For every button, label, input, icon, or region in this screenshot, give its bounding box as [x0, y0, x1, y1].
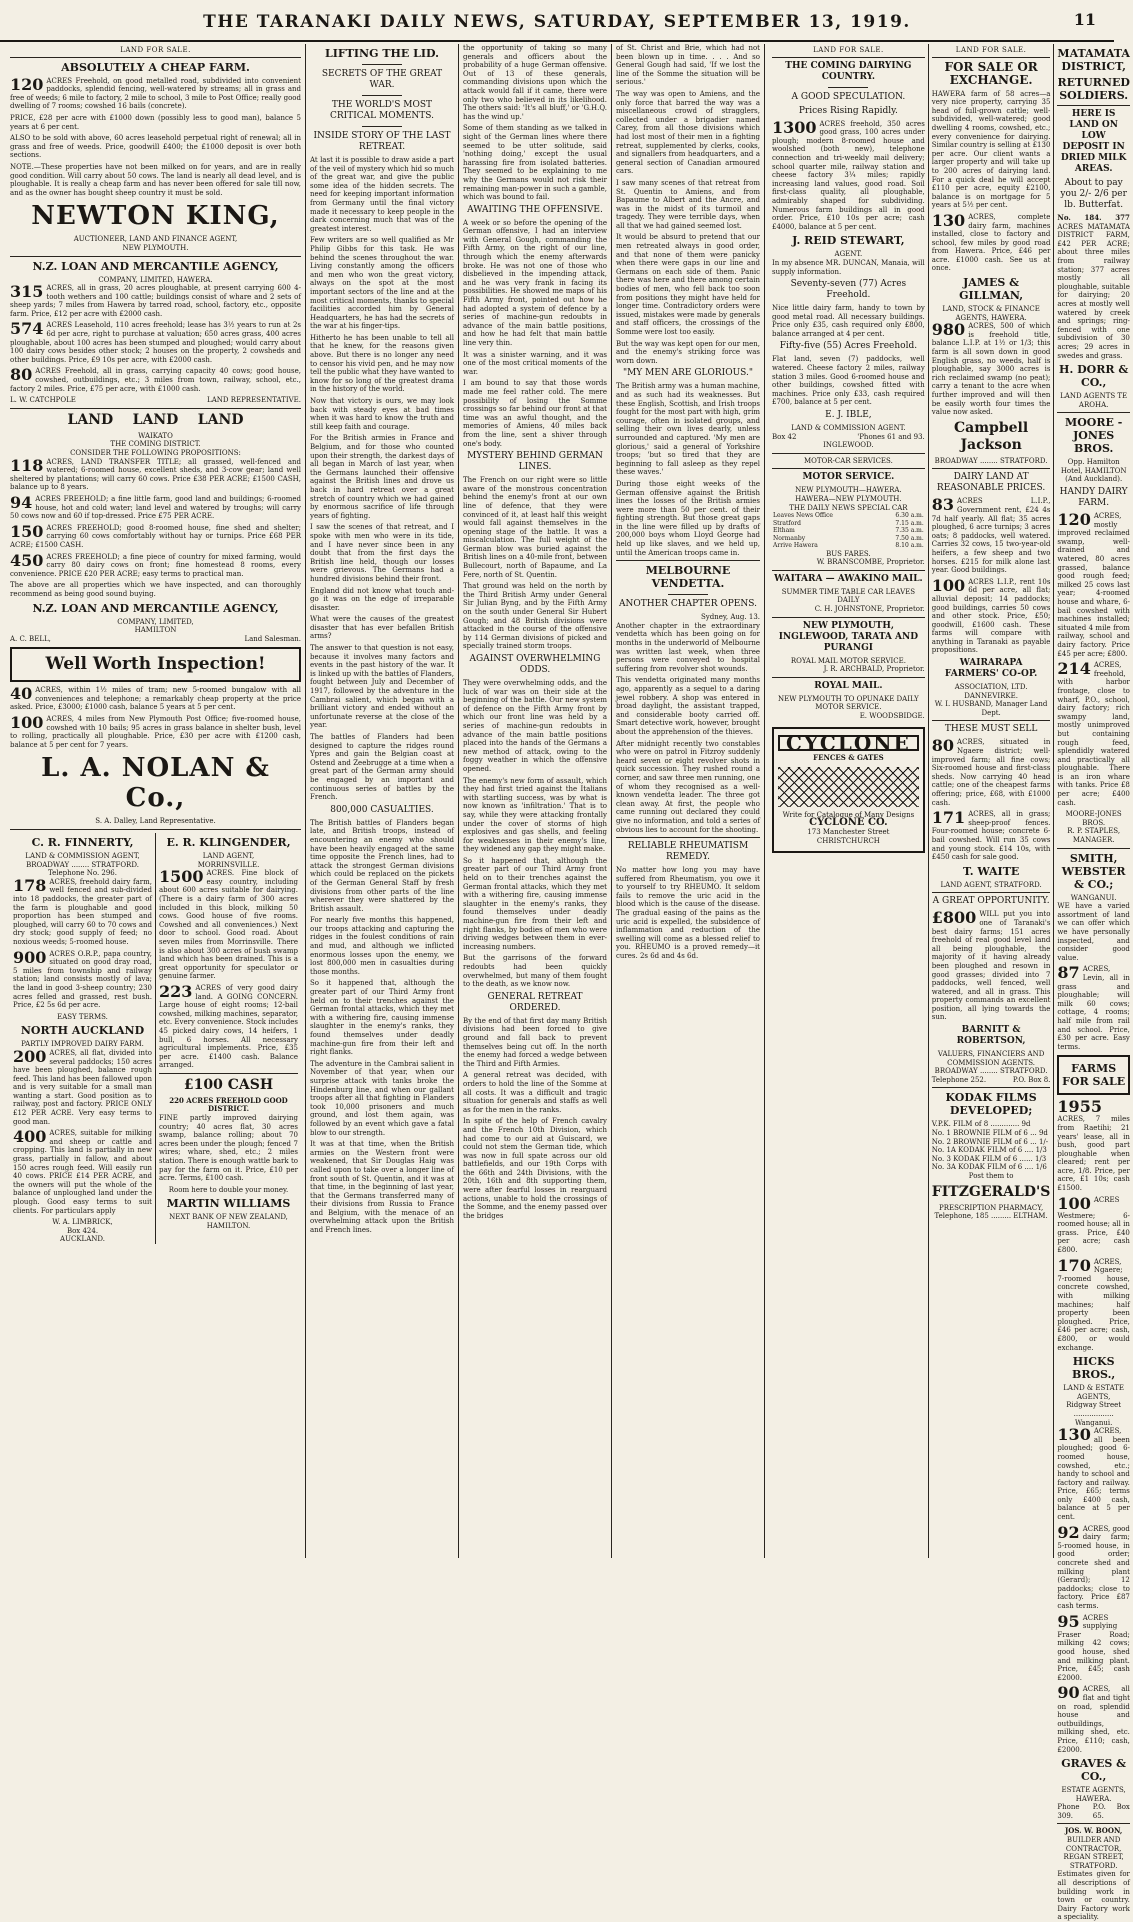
- royal-mail: ROYAL MAIL.: [814, 680, 883, 691]
- moore-foot2: R. P. STAPLES, MANAGER.: [1067, 827, 1121, 845]
- paragraph: I saw the scenes of that retreat, and I spoke with men who were in its tide, and I have never since been in any doubt that from the first days the British line held, though our losses were grievous. The Germans had a hundred divisions behind their front.: [310, 523, 454, 583]
- page-number: 11: [1073, 10, 1096, 29]
- page-columns: [6, 44, 1130, 1922]
- fitzgerald: FITZGERALD'S: [931, 1183, 1051, 1200]
- listing: 130 ACRES, complete dairy farm, machines installed, close to factory and school, few miles by good road from Hawera. Price, £46 per acre. £1000 cash. See us at once.: [931, 210, 1051, 273]
- col1-subcolumns: [10, 833, 301, 1244]
- butterfat: About to pay you 2/- 2/6 per lb. Butterfat.: [1060, 178, 1127, 210]
- paragraph: Another chapter in the extraordinary vendetta which has been going on for months in the underworld of Melbourne was written last week, when three persons were conveyed to hospital suffering from revolver shot wounds.: [616, 621, 760, 673]
- divider: [10, 408, 301, 409]
- article-sub2: THE WORLD'S MOST CRITICAL MOMENTS.: [330, 100, 434, 121]
- motor-service: MOTOR SERVICE.: [802, 472, 895, 483]
- ible-name: E. J. IBLE,: [825, 410, 872, 421]
- fitzgerald-phone: Telephone, 185 ......... ELTHAM.: [934, 1212, 1048, 1221]
- nz-loan-2-sub: COMPANY, LIMITED,: [117, 617, 194, 626]
- motor-route2: HAWERA—NEW PLYMOUTH.: [795, 495, 902, 503]
- graves-contact: Phone 309. P.O. Box 65.: [1057, 1803, 1130, 1820]
- boon: JOS. W. BOON,: [1064, 1826, 1123, 1836]
- ible-sub: LAND & COMMISSION AGENT.: [791, 424, 906, 433]
- cheap-farm-listing: 120 ACRES Freehold, on good metalled road, subdivided into convenient paddocks, splendid fencing, well-watered by streams; all in grass and free of weeds; 6 mile to factory, 2 mile to school, 3 mile to Post Office; really good dwelling of 7 rooms; cowshed 16 bails (concrete).: [10, 74, 301, 111]
- paragraph: I saw many scenes of that retreat from St. Quentin to Amiens, and from Bapaume to Albert and the Ancre, and was in the midst of its turmoil and tragedy. They were terrible days, when all that we had gained seemed lost.: [616, 178, 760, 230]
- classifieds-middle: [928, 44, 1054, 1558]
- timetable-row: Normanby 7.50 a.m.: [773, 534, 924, 542]
- fitzgerald-sub: PRESCRIPTION PHARMACY,: [939, 1203, 1044, 1212]
- masthead: [0, 0, 1114, 42]
- price-line: V.P.K. FILM of 8 ............. 9d: [931, 1120, 1031, 1129]
- listing: 80 ACRES Freehold, all in grass, carrying capacity 40 cows; good house, cowshed, outbuildings, etc.; 3 miles from town, railway, school, etc., factory 2 miles. Price, £75 per acre, with £1000 cash.: [10, 365, 301, 393]
- melbourne-headline: MELBOURNE VENDETTA.: [645, 564, 731, 591]
- article-sub: MYSTERY BEHIND GERMAN LINES.: [467, 451, 603, 473]
- nz-loan-footer: L. W. CATCHPOLE LAND REPRESENTATIVE.: [10, 396, 301, 405]
- klingender-place: MORRINSVILLE.: [197, 860, 260, 869]
- listing: 200 ACRES, all flat, divided into several paddocks; 150 acres have been ploughed, balance rough feed. This land has been fallowed upon and is very suitable for a small man wanting a start. Good position as to railway, post and factory. PRICE ONLY £12 PER ACRE. Very easy terms to good man.: [13, 1046, 152, 1126]
- listing: 171 ACRES, all in grass; sheep-proof fences. Four-roomed house; concrete 6-bail cowshed. Will run 35 cows and young stock. £14 10s, with £450 cash for sale good.: [931, 808, 1051, 862]
- waite: T. WAITE: [962, 864, 1020, 878]
- moore-foot: MOORE-JONES BROS.: [1065, 810, 1122, 827]
- paragraph: What were the causes of the greatest disaster that has ever befallen British arms?: [310, 615, 454, 641]
- paragraph: The British army was a human machine, and as such had its weaknesses. But these English, Scottish, and Irish troops fought for the most part with high, grim courage, often in isolated groups, and selling their own lives dearly, unless surrounded and captured. 'My men are glorious,' said a general of Yorkshire troops; 'but so tired that they are beginning to fall asleep as they repel these waves.': [616, 382, 760, 477]
- moore-sub: Opp. Hamilton Hotel, HAMILTON (And Auckland).: [1060, 458, 1127, 484]
- listing: 315 ACRES, all in grass, 20 acres ploughable, at present carrying 600 4-tooth wethers and 100 cattle; buildings consist of whare and 2 sets of sheep yards; 7 miles from Hawera by tarred road, school, factory, etc., opposite farm. Price, £12 per acre with £2000 cash.: [10, 282, 301, 318]
- paragraph: The enemy's new form of assault, which they had first tried against the Italians with startling success, was by what is now known as 'infiltration.' That is to say, while they were attacking frontally under the cover of storms of high explosives and gas shells, and feeling for weaknesses in their enemy's line, they widened any gap they might make.: [463, 776, 607, 854]
- classifieds-left: [769, 44, 928, 1558]
- listing: 83 ACRES L.I.P., Government rent, £24 4s 7d half yearly. All flat; 35 acres ploughed, 6 acre turnips; 3 acres oats; 8 paddocks, well watered. Carries 32 cows, 15 two-year-old heifers, a few sheep and two horses. £215 for milk alone last year. Good buildings.: [931, 495, 1051, 575]
- article-sub3: INSIDE STORY OF THE LAST RETREAT.: [313, 131, 451, 152]
- cyclone-address: 173 Manchester Street CHRISTCHURCH: [807, 828, 890, 845]
- divider: [668, 594, 708, 595]
- coming-dairying: THE COMING DAIRYING COUNTRY.: [785, 60, 912, 82]
- cyclone-sub: FENCES & GATES: [813, 753, 884, 763]
- listing: 450 ACRES FREEHOLD; a fine piece of country for mixed farming, would carry 80 dairy cows on front; fine homestead 8 rooms, every convenience. PRICE £20 PER ACRE; easy terms to practical man.: [10, 550, 301, 578]
- finnerty-phone: Telephone No. 296.: [48, 869, 117, 878]
- cyclone-co: CYCLONE CO.: [809, 817, 888, 829]
- klingender-block: [155, 833, 301, 1244]
- reid-stewart: J. REID STEWART,: [792, 234, 905, 248]
- farms-for-sale: FARMS FOR SALE: [1062, 1062, 1126, 1089]
- cyclone-logo: CYCLONE: [778, 735, 919, 752]
- james-gillman: JAMES & GILLMAN,: [959, 276, 1024, 303]
- dairy-land-header: DAIRY LAND AT REASONABLE PRICES.: [936, 472, 1046, 494]
- moore-jones: MOORE - JONES BROS.: [1065, 416, 1123, 456]
- fence-illustration: [778, 767, 919, 807]
- listing: 900 ACRES O.R.P., papa country, situated on good dray road, 5 miles from township and railway station; land consists mostly of lava; the land in good 3-sheep country; 230 acres felled and grassed, rest bush. Price, £2 5s 6d per acre.: [13, 947, 152, 1010]
- finnerty-sub: LAND & COMMISSION AGENT,: [25, 852, 140, 861]
- klingender-name: E. R. KLINGENDER,: [166, 836, 291, 850]
- nz-loan-name: N.Z. LOAN AND MERCANTILE AGENCY,: [32, 259, 279, 273]
- listing: 95 ACRES supplying Fraser Road; milking 42 cows; good house, shed and milking plant. Price, £45; cash £2000.: [1057, 1611, 1130, 1682]
- opunake-service: NEW PLYMOUTH TO OPUNAKE DAILY MOTOR SERVICE.: [777, 694, 919, 712]
- divider: [362, 64, 402, 65]
- paragraph: The French on our right were so little aware of the monstrous concentration behind the enemy's front at our own line of defence, that they were convinced of it, at least half this weight would fall against themselves in the opening stage of the battle. It was a miscalculation. The full weight of the German blow was buried against the British lines on a 40-mile front, between Bullecourt, north of Bapaume, and La Fere, north of St. Quentin.: [463, 476, 607, 579]
- johnstone: C. H. JOHNSTONE, Proprietor.: [814, 605, 925, 614]
- martin-williams: MARTIN WILLIAMS: [166, 1197, 291, 1211]
- smith-text: WE have a varied assortment of land we can offer which we have personally inspected, and consider good value.: [1057, 902, 1130, 962]
- divider: [616, 837, 760, 838]
- motor-timetable: [772, 512, 925, 550]
- limbrick-name: W. A. LIMBRICK,: [52, 1218, 113, 1227]
- paragraph: They were overwhelming odds, and the luck of war was on their side at the beginning of the battle. Our new system of defence on the Fifth Army front by which our front line was held by a series of machine-gun redoubts in advance of the main battle positions placed into the hands of the Germans a new method of attack, owing to the foggy weather in which the offensive opened.: [463, 679, 607, 773]
- smith-webster: SMITH, WEBSTER & CO.;: [1061, 851, 1126, 891]
- campbell-sub: BROADWAY ........ STRATFORD.: [934, 456, 1048, 465]
- article-sub: AGAINST OVERWHELMING ODDS.: [469, 654, 601, 675]
- paragraph: By the end of that first day many British divisions had been forced to give ground and fall back to prevent themselves being cut off. In the north the enemy had forced a wedge between the Third and Fifth Armies.: [463, 1016, 607, 1068]
- paragraph: But the way was kept open for our men, and the enemy's striking force was worn down.: [616, 339, 760, 365]
- nz-loan-2-place: HAMILTON: [134, 626, 177, 635]
- smith-place: WANGANUI.: [1070, 893, 1117, 902]
- paragraph: The way was open to Amiens, and the only force that barred the way was a miscellaneous crowd of stragglers, collected under a brigadier named Carey, from all those divisions which had lost most of their men in a fighting retreat, supplemented by clerks, cooks, and signallers from headquarters, and a general section of Canadian armoured cars.: [616, 89, 760, 176]
- listing: 120 ACRES, mostly improved reclaimed swamp, well-drained and watered, 80 acres grassed, balance good rough feed; milked 25 cows last year; 4-roomed house and whare, 6-bail cowshed with machines installed; situated 4 mile from railway, school and dairy factory. Price £45 per acre; £800.: [1057, 510, 1130, 658]
- north-auckland: NORTH AUCKLAND: [20, 1024, 145, 1038]
- boon-sub: BUILDER AND CONTRACTOR, REGAN STREET, STRATFORD.: [1063, 1836, 1124, 1870]
- hicks-place: Ridgway Street .................. Wanganui.: [1066, 1401, 1122, 1427]
- listing: 214 ACRES, freehold, with harbor frontage, close to wharf, P.O., school, dairy factory; rich swampy land, mostly unimproved but containing rough feed, splendidly watered and practically all ploughable. There is an iron whare with tanks. Price £8 per acre; £400 cash.: [1057, 659, 1130, 807]
- barnitt-contact: Telephone 252. P.O. Box 8.: [931, 1075, 1051, 1084]
- timetable-row: Leaves News Office 6.30 a.m.: [773, 512, 924, 520]
- motor-sub: THE DAILY NEWS SPECIAL CAR: [789, 503, 908, 512]
- paragraph: So it happened that, although the greater part of our Third Army front held on to their trenches against the German frontal attacks, which they met with a withering fire, causing immense slaughter in the enemy's ranks, they found themselves under deadly machine-gun fire from their left and right flanks.: [310, 979, 454, 1057]
- paragraph: This vendetta originated many months ago, apparently as a sequel to a daring jewel robbery. A shop was entered in broad daylight, the assistant trapped, and considerable booty carried off. Smart detective work, however, brought about the apprehension of the thieves.: [616, 676, 760, 736]
- cyclone-foot: Write for Catalogue of Many Designs: [782, 810, 915, 819]
- cheap-farm-note: NOTE.—These properties have not been milked on for years, and are in really good condition. Will carry about 50 cows. The land is nearly all dead level, and is ploughable. It is really a cheap farm and has never been offered for sale till now, and as the owner has bought sheep country it must be sold.: [10, 162, 301, 197]
- matamata-district: MATAMATA DISTRICT,: [1057, 47, 1130, 73]
- paragraph: Now that victory is ours, we may look back with steady eyes at bad times when it was hard to know the truth and still keep faith and courage.: [310, 397, 454, 431]
- paragraph: At last it is possible to draw aside a part of the veil of mystery which hid so much of the great war, and give the public some idea of the hidden secrets. The need for keeping important information from Germany until the final victory made it necessary to keep people in the dark concerning much that was of the greatest interest.: [310, 156, 454, 233]
- reid-sub: AGENT.: [834, 250, 863, 259]
- paragraph: It was at that time, when the British armies on the Western front were weakened, that Sir Douglas Haig was called upon to take over a longer line of front south of St. Quentin, and it was at that time, in the beginning of last year, that the Germans transferred many of their divisions from Russia to France and Belgium, with the menace of an overwhelming attack upon the British and French lines.: [310, 1140, 454, 1235]
- divider: [1057, 848, 1129, 849]
- graves-sub: ESTATE AGENTS, HAWERA.: [1061, 1786, 1126, 1803]
- good-speculation: A GOOD SPECULATION.: [791, 91, 906, 102]
- divider: [1057, 1823, 1129, 1824]
- listing: 170 ACRES, Ngaere; 7-roomed house, concrete cowshed, with milking machines; half property been ploughed. Price, £46 per acre; cash, £800, or would exchange.: [1057, 1255, 1130, 1352]
- finnerty-block: [10, 833, 155, 1244]
- bus-fares: BUS FARES.: [826, 549, 871, 558]
- reid-note: In my absence MR. DUNCAN, Manaia, will supply information.: [772, 258, 925, 276]
- seventy-text: Nice little dairy farm, handy to town by good metal road. All necessary buildings. Price only £35, cash required only £800, balance arranged at 4 per cent.: [772, 304, 925, 338]
- ngl-service: NEW PLYMOUTH, INGLEWOOD, TARATA AND PURANGI: [778, 620, 919, 653]
- paragraph: Hitherto he has been unable to tell all that he knew, for the reasons given above. But there is no longer any need to censor his vivid pen, and he may now tell the public what they have wanted to know for so long of the greatest drama in the history of the world.: [310, 333, 454, 394]
- newton-king-name: NEWTON KING,: [31, 201, 280, 232]
- barnitt: BARNITT & ROBERTSON,: [956, 1025, 1026, 1047]
- classifieds-right: [1053, 44, 1132, 1922]
- listing: 100 ACRES Westmere; 6-roomed house; all in grass. Price, £40 per acre; cash £800.: [1057, 1193, 1130, 1255]
- price-line: No. 2 BROWNIE FILM of 6 ... 1/-: [931, 1137, 1049, 1146]
- divider: [772, 570, 925, 571]
- listing: 100 ACRES L.I.P., rent 10s 6d per acre, all flat; alluvial deposit; 14 paddocks; good buildings, carries 50 cows and other stock. Price, £50; goodwill, £1600 cash. These farms will compare with anything in Taranaki as payable propositions.: [931, 575, 1051, 655]
- price-line: No. 1A KODAK FILM of 6 .... 1/3: [931, 1146, 1047, 1155]
- nolan-name: L. A. NOLAN & Co.,: [41, 753, 270, 814]
- listing: 1500 ACRES. Fine block of easy country, including about 600 acres suitable for dairying. (There is a dairy farm of 300 acres included in this block, milking 50 cows. Good house of five rooms. Cowshed and all conveniences.) Next door to school. Good road. About seven miles from Morrinsville. There is also about 300 acres of bush swamp land which has been drained. This is a great opportunity for speculator or genuine farmer.: [159, 867, 298, 981]
- divider: [772, 617, 925, 618]
- nz-loan-2-name: N.Z. LOAN AND MERCANTILE AGENCY,: [32, 601, 279, 615]
- listing: 223 ACRES of very good dairy land. A GOING CONCERN. Large house of eight rooms; 12-bail cowshed, milking machines, separator, etc. Every convenience. Stock includes 45 picked dairy cows, 14 heifers, 1 bull, 6 horses. All necessary agricultural implements. Price, £35 per acre. £1400 cash. Balance arranged.: [159, 981, 298, 1070]
- rheumatism-text: No matter how long you may have suffered from Rheumatism, you owe it to yourself to try RHEUMO. It seldom fails to remove the uric acid in the blood which is the cause of the disease. The gradual easing of the pains as the uric acid is expelled, the subsidence of inflammation and reduction of the swelling will come as a blessed relief to you. RHEUMO is a proved remedy—it cures. 2s 6d and 4s 6d.: [616, 866, 760, 961]
- melbourne-sub: ANOTHER CHAPTER OPENS.: [619, 599, 757, 610]
- archbald: J. R. ARCHBALD, Proprietor.: [823, 665, 925, 674]
- finnerty-place: BROADWAY ........ STRATFORD.: [26, 860, 139, 869]
- ible-contact: Box 42 'Phones 61 and 93.: [772, 432, 925, 441]
- listing: £800 WILL put you into one of Taranaki's best dairy farms; 151 acres freehold of real good level land all being ploughable, the majority of it having already been ploughed and resown in good grasses; divided into 7 paddocks, well fenced, well watered, and all in grass. This property commands an excellent position, all lying towards the sun.: [931, 908, 1051, 1022]
- north-sub: PARTLY IMPROVED DAIRY FARM.: [21, 1040, 144, 1049]
- divider: [932, 1087, 1051, 1088]
- husband: W. I. HUSBAND, Manager Land Dept.: [934, 700, 1048, 717]
- cash-headline: £100 CASH: [183, 1076, 274, 1093]
- listing: 178 ACRES, freehold dairy farm, well fenced and sub-divided into 18 paddocks, the greater part of the farm is ploughable and good proportion has been stumped and ploughed, will carry 60 to 70 cows and dry stock; good supply of feed; no noxious weeds; 5-roomed house.: [13, 875, 152, 946]
- newton-king-sub: AUCTIONEER, LAND AND FINANCE AGENT,: [73, 235, 238, 244]
- nz-loan-sub: COMPANY, LIMITED, HAWERA.: [98, 275, 213, 284]
- divider: [616, 560, 760, 561]
- motor-header: MOTOR-CAR SERVICES.: [803, 456, 893, 465]
- divider: [362, 95, 402, 96]
- barnitt-place: BROADWAY ........ STRATFORD.: [934, 1067, 1048, 1076]
- finnerty-name: C. R. FINNERTY,: [31, 836, 134, 850]
- paragraph: A general retreat was decided, with orders to hold the line of the Somme at all costs. It was a difficult and tragic situation for generals and staffs as well as for the men in the ranks.: [463, 1071, 607, 1114]
- dorr: H. DORR & CO.,: [1059, 363, 1129, 390]
- paragraph: After midnight recently two constables who were on patrol in Fitzroy suddenly heard seven or eight revolver shots in quick succession. They rushed round a corner, and saw three men running, one of whom they recognised as a well-known vendetta leader. The three got clean away. At first, the people who came running out declared they could give no information, and told a series of obvious lies to account for the shooting.: [616, 739, 760, 834]
- summer-timetable: SUMMER TIME TABLE CAR LEAVES DAILY: [781, 587, 916, 605]
- listing: 100 ACRES, 4 miles from New Plymouth Post Office; five-roomed house, cowshed with 10 bails; 95 acres in grass balance in shelter bush, level to rolling, practically all ploughable. Price, £30 per acre with £1200 cash, balance at 5 per cent for 7 years.: [10, 713, 301, 749]
- newton-king-place: NEW PLYMOUTH.: [122, 243, 189, 252]
- cheap-farm-headline: ABSOLUTELY A CHEAP FARM.: [61, 60, 250, 74]
- divider: [932, 468, 1051, 469]
- divider: [772, 453, 925, 454]
- listing: 80 ACRES, situated in Ngaere district; well-improved farm; all fine cows; Six-roomed house and first-class sheds. Now carrying 40 head cattle; one of the cheapest farms offering; price, £68, with £1000 cash.: [931, 736, 1051, 807]
- limbrick-place: AUCKLAND.: [60, 1235, 105, 1244]
- paragraph: The answer to that question is not easy, because it involves many factors and events in the past history of the war. It is linked up with the battles of Flanders, fought between July and December of 1917, followed by the adventure in the Cambrai salient, which began with a brilliant victory and ended without an unfortunate reverse at the close of the year.: [310, 644, 454, 730]
- woodsbidge: E. WOODSBIDGE.: [859, 712, 925, 721]
- dorr-sub: LAND AGENTS TE AROHA.: [1060, 392, 1128, 409]
- paragraph: During those eight weeks of the German offensive against the British lines the losses of the British armies were more than 50 per cent. of their fighting strength. But those great gaps in the line were filled up by drafts of 200,000 boys whom Lloyd George had held up like slaves, and we held up, until the American troops came in.: [616, 479, 760, 557]
- price-line: No. 3 KODAK FILM of 6 ...... 1/3: [931, 1154, 1047, 1163]
- hawera-farm-text: HAWERA farm of 58 acres—a very nice property, carrying 35 head of full-grown cattle; well-subdivided, well-watered; good dwelling 4 rooms, cowshed, etc.; every convenience for dairying. Similar country is selling at £130 per acre. Our client wants a larger property and will take up to 200 acres of dairying land. For a quick deal he will accept £110 per acre, equity £2100, balance is on mortgage for 5 years at 5½ per cent.: [931, 89, 1051, 210]
- divider: [1057, 412, 1129, 413]
- divider: [1057, 105, 1129, 106]
- article-sub: AWAITING THE OFFENSIVE.: [467, 204, 603, 215]
- article-sub: GENERAL RETREAT ORDERED.: [487, 991, 583, 1013]
- prices-rising: Prices Rising Rapidly.: [798, 105, 898, 116]
- divider: [772, 468, 925, 469]
- land-consider: CONSIDER THE FOLLOWING PROPOSITIONS:: [70, 449, 241, 457]
- land-headline: LAND LAND LAND: [67, 411, 244, 428]
- james-sub: LAND, STOCK & FINANCE AGENTS, HAWERA.: [942, 305, 1040, 322]
- listing: 94 ACRES FREEHOLD; a fine little farm, good land and buildings; 6-roomed house, hot and cold water; land level and watered by troughs; will carry 50 cows now and 60 if top-dressed. Price £75 PER ACRE.: [10, 492, 301, 521]
- section-header: LAND FOR SALE.: [772, 46, 925, 58]
- paragraph: It was a sinister warning, and it was one of the most critical moments of the war.: [463, 350, 607, 376]
- cash-footer: Room here to double your money.: [168, 1185, 289, 1194]
- listing: 980 ACRES, 500 of which is freehold title, balance L.I.P. at 1½ or 1/3; this farm is all sown down in good English grass, no weeds, half is ploughable, say 3000 acres is rich reclaimed swamp (no peat); carry a tenant to the acre when further improved and will then be easily worth four times the value now asked.: [931, 320, 1051, 417]
- inspection-headline: Well Worth Inspection!: [45, 654, 266, 675]
- cash-text: FINE partly improved dairying country; 40 acres flat, 30 acres swamp, balance rolling; about 70 acres been under the plough; fenced 7 wires; whare, shed, etc.; 2 miles station. There is enough wattle bark to pay for the farm on it. Price, £10 per acre. Terms, £100 cash.: [159, 1114, 298, 1183]
- paragraph: The battles of Flanders had been designed to capture the ridges round Ypres and gain the Belgian coast at Ostend and Zeebrugge at a time when a great part of the German army should be engaged by an important and continuous series of battles by the French.: [310, 733, 454, 802]
- paragraph: It would be absurd to pretend that our men retreated always in good order, and that none of them were panicky when there were gaps in our line and Germans on each side of them. Panic there was here and there among certain bodies of men, who fell back too soon from positions they might have held for longer time. Contradictory orders were issued, mistakes were made by generals and staff officers, the crossings of the Somme were lost too easily.: [616, 233, 760, 336]
- fifty-text: Flat land, seven (7) paddocks, well watered. Cheese factory 2 miles, railway station 3 miles. Good 6-roomed house and other buildings, cowshed fitted with machines. Price only £33, cash required £700, balance at 5 per cent.: [772, 355, 925, 407]
- classifieds-subcolumns: [769, 44, 1130, 1922]
- section-header: LAND FOR SALE.: [10, 46, 301, 58]
- cash-sub: 220 ACRES FREEHOLD GOOD DISTRICT.: [169, 1095, 288, 1114]
- paragraph: of St. Christ and Brie, which had not been blown up in time. . . . And so General Gough had said, 'If we lost the line of the Somme the situation will be serious.': [616, 44, 760, 87]
- handy-dairy: HANDY DAIRY FARM.: [1059, 487, 1128, 509]
- martin-sub: NEXT BANK OF NEW ZEALAND, HAMILTON.: [169, 1213, 288, 1230]
- timetable-row: Stratford 7.15 a.m.: [773, 519, 924, 527]
- paragraph: England did not know what touch and-go it was on the edge of irreparable disaster.: [310, 586, 454, 612]
- branscombe: W. BRANSCOMBE, Proprietor.: [816, 558, 925, 567]
- paragraph: Few writers are so well qualified as Mr Philip Gibbs for this task. He was behind the scenes throughout the war. Living constantly among the officers and men who won the great victory, always on the spot at the most important sectors of the line and at the most critical moments, thanks to special facilities accorded him by General Headquarters, he has had the secrets of the war at his finger-tips.: [310, 236, 454, 331]
- paragraph: That ground was held on the north by the Third British Army under General Sir Julian Byng, and by the Fifth Army on the south under General Sir Hubert Gough; and 48 British divisions were attacked in the course of the offensive by 114 German divisions of picked and specially trained storm troops.: [463, 582, 607, 651]
- column-article-lifting-lid: [306, 44, 459, 1558]
- sale-exchange-headline: FOR SALE OR EXCHANGE.: [944, 59, 1038, 87]
- nolan-sub: S. A. Dalley, Land Representative.: [95, 817, 216, 826]
- wairarapa: WAIRARAPA FARMERS' CO-OP.: [944, 658, 1038, 680]
- cyclone-advert: [772, 727, 925, 854]
- seventy-acres: Seventy-seven (77) Acres Freehold.: [790, 279, 907, 301]
- paragraph: A week or so before the opening of the German offensive, I had an interview with General Gough, commanding the Fifth Army, on the right of our line, through which the enemy afterwards broke. He was not one of those who disbelieved in the impending attack, and he was very frank in facing its possibilities. He showed me maps of his Fifth Army front, pointed out how he had adopted a system of defence by a series of machine-gun redoubts in advance of the main battle positions, and how he had felt that main battle line very thin.: [463, 218, 607, 347]
- cheap-farm-also: ALSO to be sold with above, 60 acres leasehold perpetual right of renewal; all in grass and free of weeds. Price, goodwill £400; the £1000 deposit is over both sections.: [10, 134, 301, 160]
- divider: [362, 126, 402, 127]
- listing: 400 ACRES, suitable for milking and sheep or cattle and cropping. This land is partially in new grass, partially in fallow, and about 150 acres rough feed. Will easily run 40 cows. PRICE £14 PER ACRE, and the owners will put the whole of the balance of unploughed land under the plough. Good easy terms to suit clients. For particulars apply: [13, 1127, 152, 1215]
- section-header: LAND FOR SALE.: [932, 46, 1051, 58]
- article-sub4: 800,000 CASUALTIES.: [330, 804, 434, 815]
- timetable-row: Eltham 7.35 a.m.: [773, 527, 924, 535]
- rheumatism-headline: RELIABLE RHEUMATISM REMEDY.: [627, 841, 749, 863]
- listing: 87 ACRES, Levin, all in grass and ploughable; will milk 60 cows; cottage, 4 rooms; half mile from rail and school. Price, £30 per acre. Easy terms.: [1057, 963, 1130, 1051]
- paragraph: In spite of the help of French cavalry and the French 10th Division, which had come to our aid at Guiscard, we could not stem the German tide, which was now in full spate across our old battlefields, and our 19th Corps with the 66th and 24th Divisions, with the 20th, 16th and 8th supporting them, were after fearful losses in rearguard actions, unable to hold the crossings of the Somme, and the enemy passed over the bridges: [463, 1117, 607, 1220]
- inspection-box: [10, 647, 301, 682]
- newspaper-title: THE TARANAKI DAILY NEWS, SATURDAY, SEPTEMBER 13, 1919.: [203, 12, 911, 32]
- barnitt-sub: VALUERS, FINANCIERS AND COMMISSION AGENTS.: [937, 1050, 1045, 1067]
- listing: No. 184. 377 ACRES MATAMATA DISTRICT FARM, £42 PER ACRE; about three miles from railway station; 377 acres mostly all ploughable, suitable for dairying; 20 acres at mostly well watered by creek and springs; ring-fenced with one subdivision of 30 acres; 29 acres in swedes and grass.: [1057, 213, 1130, 360]
- kodak-price-list: [932, 1120, 1051, 1172]
- ible-place: INGLEWOOD.: [823, 441, 874, 450]
- great-opportunity: A GREAT OPPORTUNITY.: [932, 896, 1050, 907]
- divider: [932, 720, 1051, 721]
- finnerty-terms: EASY TERMS.: [57, 1012, 108, 1021]
- paragraph: The British battles of Flanders began late, and British troops, instead of encountering an enemy who should have been heavily engaged at the same time opposite the French lines, had to attack the strongest German divisions which could be replaced on the pickets of the German General Staff by fresh divisions from other parts of the line wherever they were shattered by the British assault.: [310, 818, 454, 913]
- listing: 150 ACRES FREEHOLD; good 8-roomed house, fine shed and shelter; carrying 60 cows comfortably without hay or turnips. Price £68 PER ACRE; £1500 CASH.: [10, 521, 301, 549]
- listing: 1300 ACRES freehold, 350 acres good grass, 100 acres under plough; modern 8-roomed house and woolshed (both new), telephone connection and tri-weekly mail delivery; school quarter mile, railway station and cheese factory 3¼ miles; rapidly increasing land values, good road. Soil first-class quality, all ploughable, admirably shaped for subdividing. Numerous farm buildings all in good order. Price, £10 10s per acre; cash £4000, balance at 5 per cent.: [772, 117, 925, 231]
- land-note: The above are all properties which we have inspected, and can thoroughly recommend as being good sound buying.: [10, 581, 301, 598]
- limbrick-box: Box 424.: [66, 1226, 99, 1235]
- listing: 1955 ACRES, 7 miles from Raetihi; 21 years' lease, all in bush, good part ploughable when cleared; rent per acre, 1/8. Price, per acre, £1 10s; cash £1500.: [1057, 1097, 1130, 1193]
- divider: [159, 1073, 298, 1074]
- must-sell: THESE MUST SELL: [944, 724, 1038, 735]
- motor-route: NEW PLYMOUTH—HAWERA.: [795, 486, 902, 495]
- column-article-end: [612, 44, 765, 1558]
- paragraph: So it happened that, although the greater part of our Third Army front held on to their trenches against the German frontal attacks, which they met with a withering fire, causing immense slaughter in the enemy's ranks, they found themselves under deadly machine-gun fire from their left and right flanks, by bodies of men who were driving wedges between them in ever-increasing numbers.: [463, 856, 607, 951]
- hicks-sub: LAND & ESTATE AGENTS,: [1063, 1384, 1125, 1401]
- listing: 40 ACRES, within 1½ miles of tram; new 5-roomed bungalow with all conveniences and telephone; a remarkably cheap property at the price asked. Price, £3000; £1000 cash, balance 5 years at 5 per cent.: [10, 684, 301, 712]
- low-deposit: HERE IS LAND ON LOW DEPOSIT IN DRIED MILK AREAS.: [1060, 109, 1127, 174]
- hicks-bros: HICKS BROS.,: [1072, 1355, 1116, 1382]
- boon-text: Estimates given for all descriptions of building work in town or country. Dairy Factory work a speciality.: [1057, 1870, 1130, 1922]
- klingender-sub: LAND AGENT,: [202, 852, 255, 861]
- land-sub2: THE COMING DISTRICT.: [110, 440, 201, 449]
- royal-mail-service: ROYAL MAIL MOTOR SERVICE.: [790, 656, 906, 665]
- paragraph: For nearly five months this happened, our troops attacking and capturing the ridges in the foulest conditions of rain and mud, and although we inflicted enormous losses upon the enemy, we lost 800,000 men in casualties during those months.: [310, 916, 454, 976]
- article-sub1: SECRETS OF THE GREAT WAR.: [321, 69, 443, 90]
- post-them: Post them to: [968, 1172, 1014, 1180]
- divider: [828, 87, 868, 88]
- listing: 92 ACRES, good dairy farm; 5-roomed house, in good order; concrete shed and milking plant (Gerard); 12 paddocks; close to factory. Price £87 cash terms.: [1057, 1522, 1130, 1610]
- article-headline: LIFTING THE LID.: [325, 47, 439, 60]
- timetable-row: Arrive Hawera 8.10 a.m.: [773, 542, 924, 550]
- melbourne-dateline: Sydney, Aug. 13.: [701, 613, 760, 622]
- graves: GRAVES & CO.,: [1061, 1757, 1127, 1784]
- fifty-acres: Fifty-five (55) Acres Freehold.: [779, 341, 918, 352]
- divider: [932, 892, 1051, 893]
- wairarapa-sub: ASSOCIATION, LTD. DANNEVIRKE.: [954, 683, 1028, 700]
- column-article-continued: [459, 44, 612, 1558]
- article-sub: "MY MEN ARE GLORIOUS.": [622, 368, 754, 379]
- listing: 118 ACRES, LAND TRANSFER TITLE; all grassed, well-fenced and watered; 6-roomed house, excellent sheds, and 3-cow gear; land well sheltered by plantations; will carry 60 cows. Price £38 PER ACRE; £1500 CASH, balance up to 8 years.: [10, 455, 301, 492]
- listing: 90 ACRES, all flat and tight on road, splendid house and outbuildings, milking shed, etc. Price, £110; cash, £2000.: [1057, 1683, 1130, 1754]
- divider: [10, 829, 301, 830]
- waitara-mail: WAITARA — AWAKINO MAIL.: [774, 573, 923, 584]
- listing: 574 ACRES Leasehold, 110 acres freehold; lease has 3½ years to run at 2s 6d per acre, right to purchase at valuation; 650 acres grass, 400 acres ploughable, about 100 acres has been stumped and ploughed; would carry about 100 dairy cows besides other stock; 2 houses on the property, 2 cowsheds and other buildings. Price, £9 10s per acre, with £2000 cash.: [10, 319, 301, 364]
- returned-soldiers: RETURNED SOLDIERS.: [1057, 76, 1130, 102]
- column-land-ads: [6, 44, 306, 1558]
- paragraph: Some of them standing as we talked in sight of the German lines where there seemed to be utter solitude, said 'nothing doing,' except the usual harassing fire from isolated batteries. They seemed to be explaining to me why the Germans would not risk their remaining man-power in such a gamble, which was bound to fail.: [463, 124, 607, 202]
- paragraph: the opportunity of taking so many generals and officers about the probability of a huge German offensive. Out of 13 of these generals, commanding divisions upon which the attack would fall if it came, there were only two who believed in its likelihood. The others said: 'It's all bluff,' or 'G.H.Q. has the wind up.': [463, 44, 607, 121]
- divider: [10, 256, 301, 257]
- kodak-headline: KODAK FILMS DEVELOPED;: [945, 1091, 1037, 1118]
- campbell-jackson: Campbell Jackson: [954, 419, 1029, 453]
- listing: 130 ACRES, all been ploughed; good 6-roomed house, cowshed, etc.; handy to school and factory and railway. Price, £65; terms only £400 cash, balance at 5 per cent.: [1057, 1425, 1130, 1522]
- farms-sale-box: [1057, 1055, 1129, 1095]
- waite-sub: LAND AGENT, STRATFORD.: [940, 880, 1042, 889]
- price-line: No. 1 BROWNIE FILM of 6 ... 9d: [931, 1129, 1048, 1138]
- paragraph: But the garrisons of the forward redoubts had been quickly overwhelmed, but many of them fought to the death, as we know now.: [463, 954, 607, 989]
- paragraph: I am bound to say that those words made me feel rather cold. The mere possibility of losing the Somme crossings so far behind our front at that time was an awful thought, and the memories of Amiens, 40 miles back from the line, sent a shiver through one's body.: [463, 379, 607, 448]
- paragraph: The adventure in the Cambrai salient in November of that year, when our surprise attack with tanks broke the Hindenburg line, and when our gallant troops after all that fighting in Flanders took 10,000 prisoners and much ground, and lost them again, was followed by an event which gave a fatal blow to our strength.: [310, 1059, 454, 1137]
- column-classifieds: [765, 44, 1130, 1922]
- divider: [772, 677, 925, 678]
- paragraph: For the British armies in France and Belgium, and for those who counted upon their strength, the darkest days of all began in March of last year, when the Germans launched their offensive against the British lines and drove us back in hard retreat over a great stretch of country which we had gained by enormous sacrifice of life through years of fighting.: [310, 434, 454, 520]
- cheap-farm-price: PRICE, £28 per acre with £1000 down (possibly less to good man), balance 5 years at 6 per cent.: [10, 113, 301, 131]
- land-sub: WAIKATO: [138, 431, 173, 440]
- price-line: No. 3A KODAK FILM of 6 .... 1/6: [931, 1163, 1047, 1172]
- nz-loan-2-footer: A. C. BELL, Land Salesman.: [10, 634, 301, 643]
